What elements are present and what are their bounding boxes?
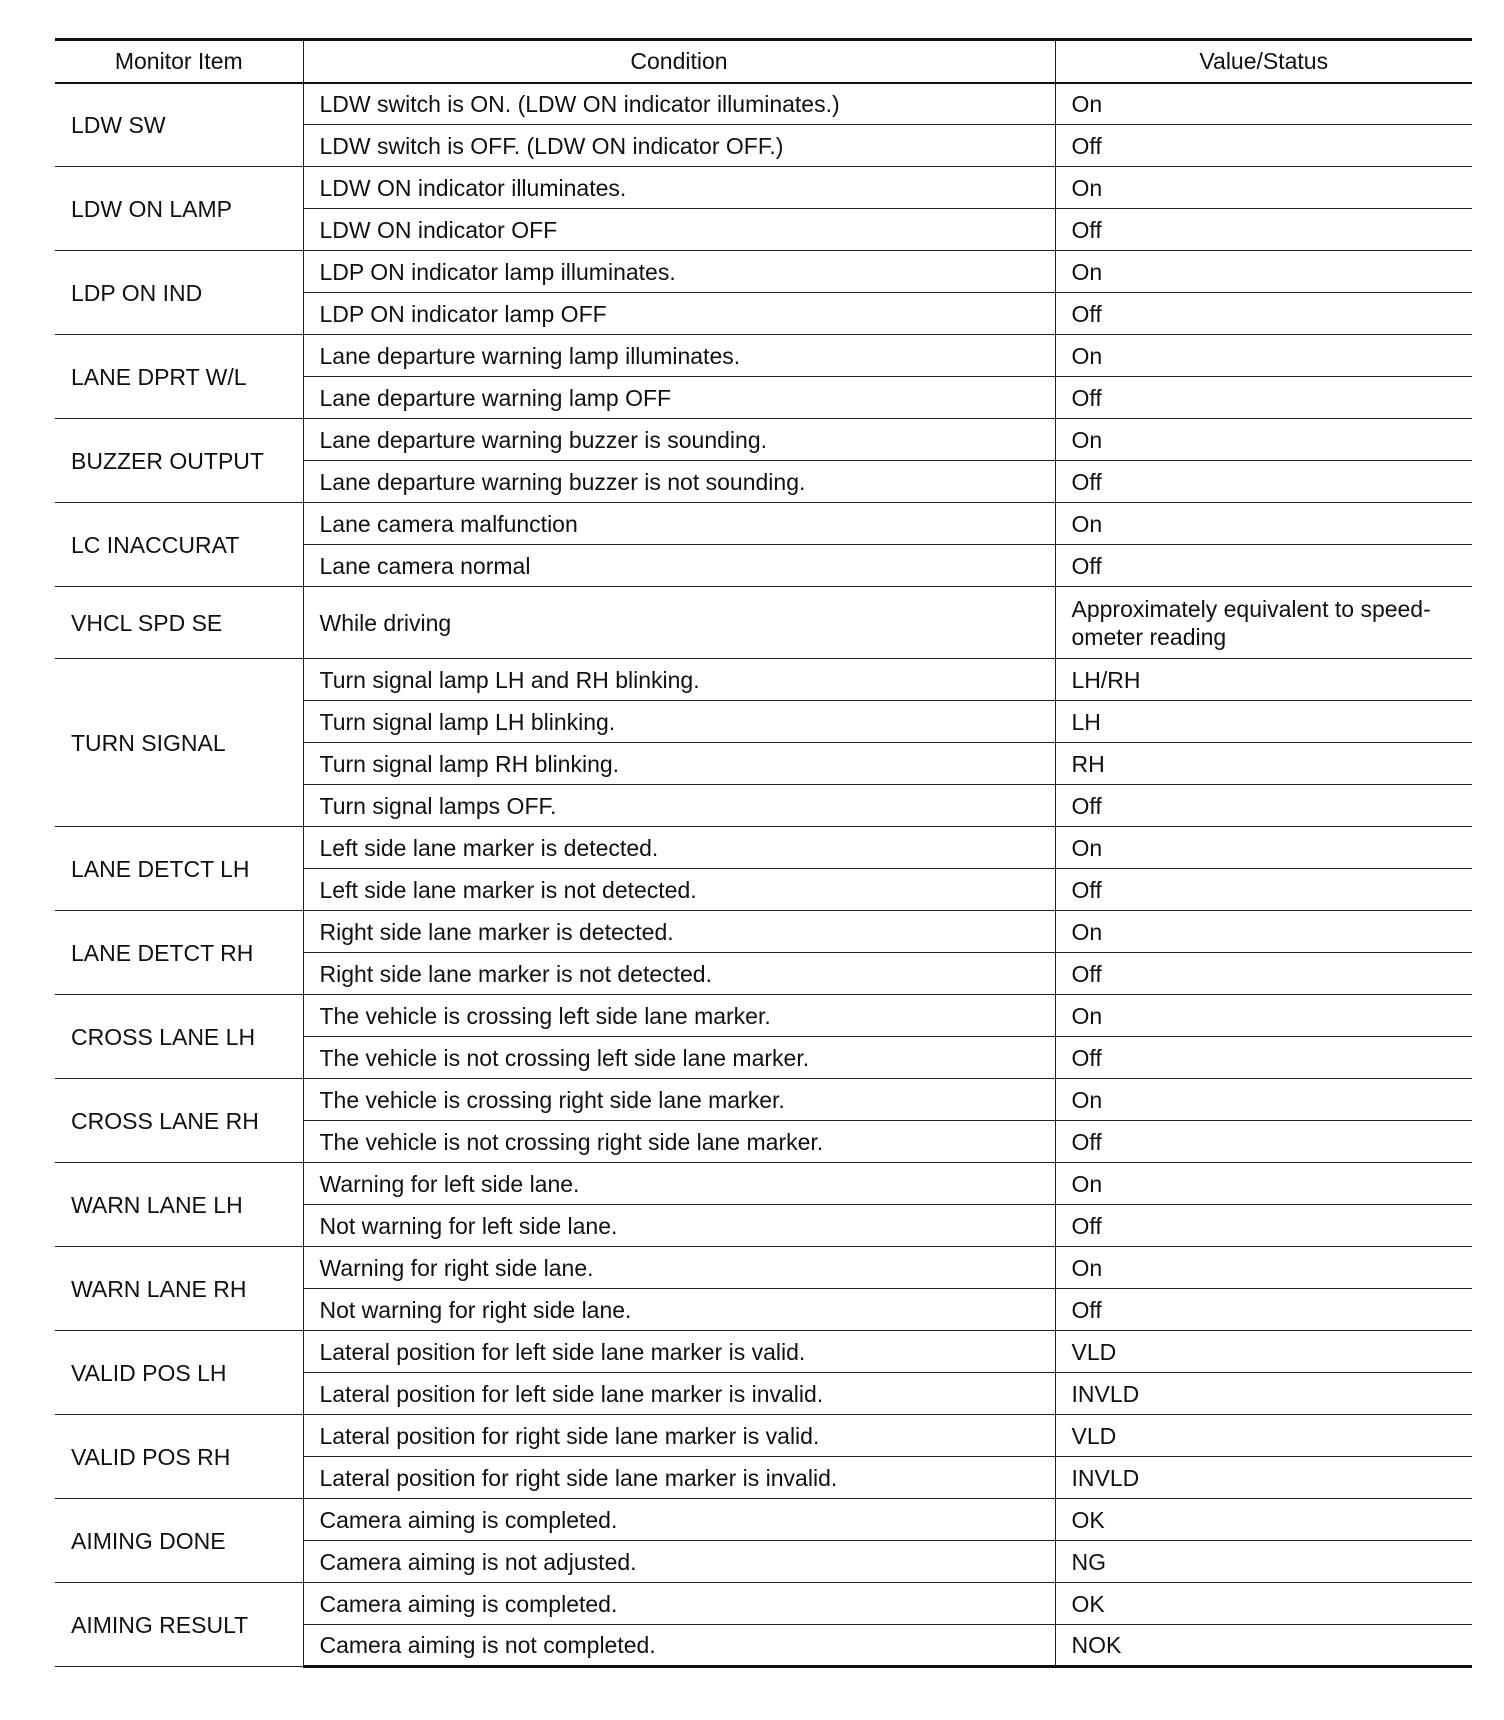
condition-cell: Warning for right side lane. — [303, 1247, 1055, 1289]
condition-cell: Turn signal lamp RH blinking. — [303, 743, 1055, 785]
condition-cell: Left side lane marker is not detected. — [303, 869, 1055, 911]
condition-cell: LDW ON indicator illuminates. — [303, 167, 1055, 209]
table-row — [55, 827, 1472, 869]
condition-cell: While driving — [303, 587, 1055, 659]
condition-cell: LDW ON indicator OFF — [303, 209, 1055, 251]
table-row — [55, 995, 1472, 1037]
value-status-cell: On — [1055, 995, 1472, 1037]
condition-cell: Not warning for left side lane. — [303, 1205, 1055, 1247]
value-status-cell: Off — [1055, 1037, 1472, 1079]
condition-cell: Warning for left side lane. — [303, 1163, 1055, 1205]
monitor-item-cell: AIMING DONE — [55, 1499, 303, 1583]
condition-cell: LDW switch is OFF. (LDW ON indicator OFF.) — [303, 125, 1055, 167]
table-row — [55, 911, 1472, 953]
value-status-cell: On — [1055, 83, 1472, 125]
monitor-item-cell: LANE DETCT RH — [55, 911, 303, 995]
value-status-cell: OK — [1055, 1499, 1472, 1541]
table-row — [55, 1499, 1472, 1541]
monitor-item-cell: WARN LANE RH — [55, 1247, 303, 1331]
value-status-cell: Approximately equivalent to speed-ometer reading — [1055, 587, 1472, 659]
header-condition: Condition — [303, 40, 1055, 83]
monitor-item-cell: BUZZER OUTPUT — [55, 419, 303, 503]
value-status-cell: Off — [1055, 785, 1472, 827]
condition-cell: Lane departure warning lamp OFF — [303, 377, 1055, 419]
condition-cell: The vehicle is not crossing left side lane marker. — [303, 1037, 1055, 1079]
monitor-item-cell: LANE DETCT LH — [55, 827, 303, 911]
condition-cell: Turn signal lamp LH and RH blinking. — [303, 659, 1055, 701]
value-status-cell: Off — [1055, 869, 1472, 911]
table-row — [55, 1583, 1472, 1625]
table-row — [55, 1163, 1472, 1205]
header-monitor-item: Monitor Item — [55, 40, 303, 83]
condition-cell: Camera aiming is completed. — [303, 1499, 1055, 1541]
condition-cell: Camera aiming is not adjusted. — [303, 1541, 1055, 1583]
condition-cell: The vehicle is crossing right side lane marker. — [303, 1079, 1055, 1121]
condition-cell: Left side lane marker is detected. — [303, 827, 1055, 869]
header-value-status: Value/Status — [1055, 40, 1472, 83]
monitor-item-cell: VHCL SPD SE — [55, 587, 303, 659]
condition-cell: Right side lane marker is not detected. — [303, 953, 1055, 995]
value-status-cell: On — [1055, 1247, 1472, 1289]
condition-cell: LDP ON indicator lamp OFF — [303, 293, 1055, 335]
value-status-cell: On — [1055, 335, 1472, 377]
header-row — [55, 40, 1472, 83]
value-status-cell: On — [1055, 827, 1472, 869]
monitor-item-cell: LDP ON IND — [55, 251, 303, 335]
condition-cell: LDW switch is ON. (LDW ON indicator illuminates.) — [303, 83, 1055, 125]
condition-cell: Lane departure warning buzzer is not sounding. — [303, 461, 1055, 503]
condition-cell: Lane camera normal — [303, 545, 1055, 587]
condition-cell: Camera aiming is completed. — [303, 1583, 1055, 1625]
value-status-cell: Off — [1055, 1289, 1472, 1331]
monitor-item-cell: CROSS LANE RH — [55, 1079, 303, 1163]
value-status-cell: VLD — [1055, 1415, 1472, 1457]
value-status-cell: INVLD — [1055, 1457, 1472, 1499]
value-status-cell: Off — [1055, 953, 1472, 995]
table-row — [55, 1415, 1472, 1457]
condition-cell: Lane departure warning lamp illuminates. — [303, 335, 1055, 377]
table-header — [55, 40, 1472, 83]
monitor-item-cell: TURN SIGNAL — [55, 659, 303, 827]
value-status-cell: Off — [1055, 1205, 1472, 1247]
table-row — [55, 419, 1472, 461]
table-row — [55, 503, 1472, 545]
monitor-table-page — [55, 38, 1472, 1668]
monitor-item-cell: WARN LANE LH — [55, 1163, 303, 1247]
monitor-item-cell: LANE DPRT W/L — [55, 335, 303, 419]
value-status-cell: Off — [1055, 209, 1472, 251]
value-status-cell: On — [1055, 1079, 1472, 1121]
table-row — [55, 587, 1472, 659]
value-status-cell: Off — [1055, 125, 1472, 167]
condition-cell: Turn signal lamps OFF. — [303, 785, 1055, 827]
value-status-cell: NOK — [1055, 1625, 1472, 1667]
condition-cell: Lane camera malfunction — [303, 503, 1055, 545]
value-status-cell: LH — [1055, 701, 1472, 743]
condition-cell: Lateral position for right side lane marker is valid. — [303, 1415, 1055, 1457]
monitor-item-cell: LC INACCURAT — [55, 503, 303, 587]
condition-cell: Lateral position for left side lane marker is valid. — [303, 1331, 1055, 1373]
value-status-cell: On — [1055, 167, 1472, 209]
value-status-cell: NG — [1055, 1541, 1472, 1583]
table-row — [55, 335, 1472, 377]
monitor-item-cell: LDW SW — [55, 83, 303, 167]
condition-cell: Camera aiming is not completed. — [303, 1625, 1055, 1667]
condition-cell: Lateral position for right side lane marker is invalid. — [303, 1457, 1055, 1499]
value-status-cell: INVLD — [1055, 1373, 1472, 1415]
value-status-cell: Off — [1055, 461, 1472, 503]
monitor-item-cell: CROSS LANE LH — [55, 995, 303, 1079]
table-row — [55, 1247, 1472, 1289]
table-row — [55, 167, 1472, 209]
condition-cell: The vehicle is crossing left side lane marker. — [303, 995, 1055, 1037]
monitor-item-table — [55, 38, 1472, 1668]
table-row — [55, 251, 1472, 293]
condition-cell: LDP ON indicator lamp illuminates. — [303, 251, 1055, 293]
value-status-cell: On — [1055, 1163, 1472, 1205]
table-row — [55, 1079, 1472, 1121]
table-row — [55, 659, 1472, 701]
table-row — [55, 1331, 1472, 1373]
condition-cell: Right side lane marker is detected. — [303, 911, 1055, 953]
condition-cell: Turn signal lamp LH blinking. — [303, 701, 1055, 743]
condition-cell: The vehicle is not crossing right side lane marker. — [303, 1121, 1055, 1163]
table-row — [55, 83, 1472, 125]
value-status-cell: Off — [1055, 377, 1472, 419]
value-status-cell: Off — [1055, 293, 1472, 335]
monitor-item-cell: LDW ON LAMP — [55, 167, 303, 251]
condition-cell: Lane departure warning buzzer is sounding. — [303, 419, 1055, 461]
value-status-cell: LH/RH — [1055, 659, 1472, 701]
value-status-cell: VLD — [1055, 1331, 1472, 1373]
monitor-item-cell: VALID POS RH — [55, 1415, 303, 1499]
value-status-cell: On — [1055, 251, 1472, 293]
value-status-cell: On — [1055, 503, 1472, 545]
value-status-cell: On — [1055, 911, 1472, 953]
condition-cell: Lateral position for left side lane marker is invalid. — [303, 1373, 1055, 1415]
value-status-cell: Off — [1055, 545, 1472, 587]
monitor-item-cell: AIMING RESULT — [55, 1583, 303, 1667]
value-status-cell: Off — [1055, 1121, 1472, 1163]
value-status-cell: RH — [1055, 743, 1472, 785]
monitor-item-cell: VALID POS LH — [55, 1331, 303, 1415]
condition-cell: Not warning for right side lane. — [303, 1289, 1055, 1331]
value-status-cell: On — [1055, 419, 1472, 461]
table-body — [55, 83, 1472, 1667]
value-status-cell: OK — [1055, 1583, 1472, 1625]
